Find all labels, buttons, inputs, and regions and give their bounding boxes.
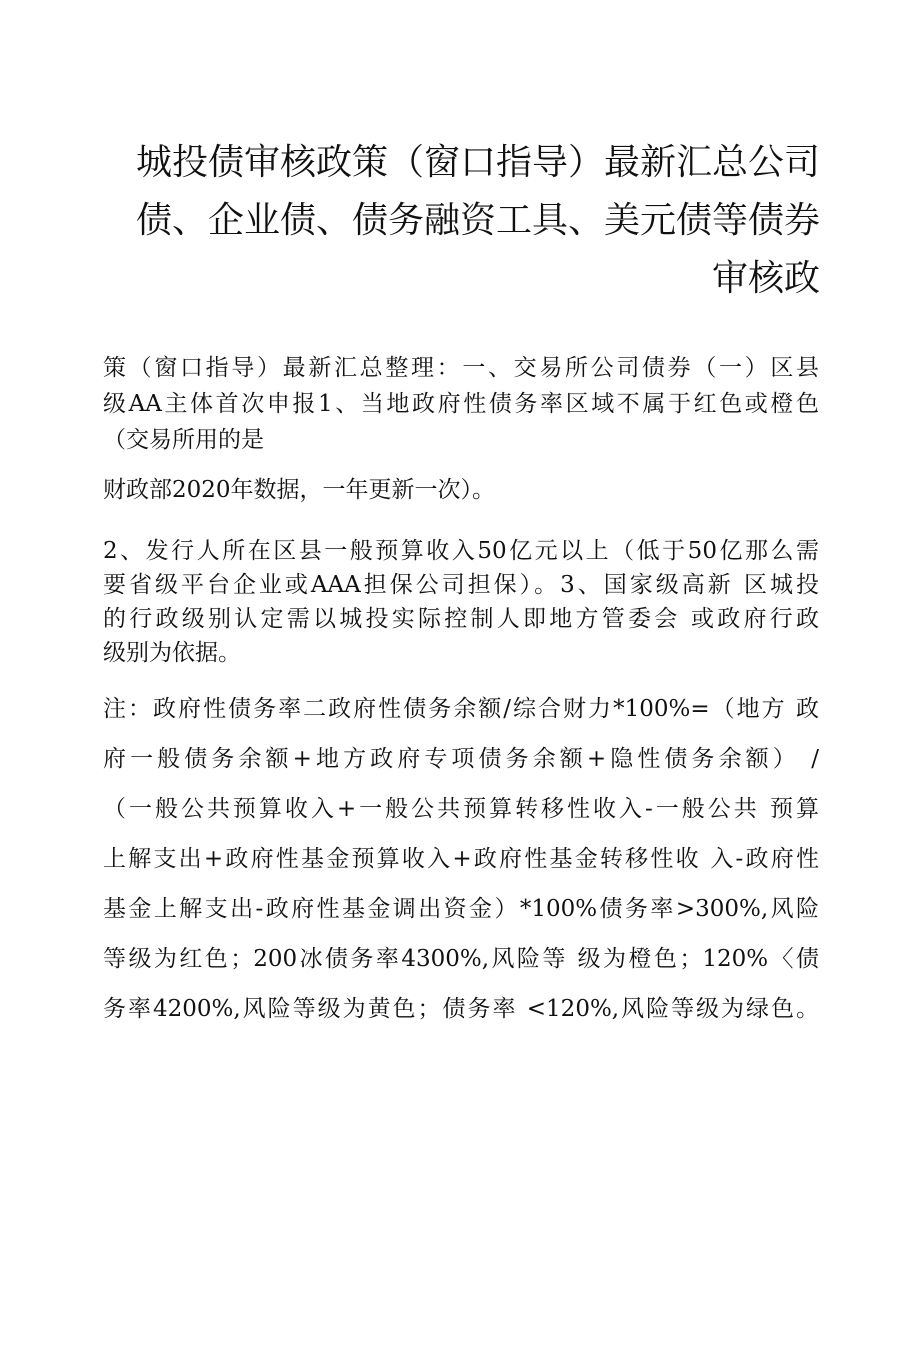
paragraph-intro: [103, 350, 819, 458]
paragraph-line: （一般公共预算收入+一般公共预算转移性收入-一般公共 预算: [103, 796, 819, 822]
paragraph-line: 上解支出+政府性基金预算收入+政府性基金转移性收 入-政府性: [103, 846, 819, 872]
paragraph-line: 等级为红色；200冰债务率4300%,风险等 级为橙色；120%〈债: [103, 946, 819, 972]
paragraph-line: 财政部2020年数据，一年更新一次）。: [103, 477, 496, 503]
paragraph-line: 务率4200%,风险等级为黄色；债务率 <120%,风险等级为绿色。: [103, 996, 819, 1022]
paragraph-line: 注：政府性债务率二政府性债务余额/综合财力*100%=（地方 政: [103, 696, 819, 722]
paragraph-line: 级别为依据。: [103, 640, 241, 666]
title-line-2: 债、企业债、债务融资工具、美元债等债券: [135, 200, 820, 241]
paragraph-line: 2、发行人所在区县一般预算收入50亿元以上（低于50亿那么需: [103, 538, 819, 564]
paragraph-line: 的行政级别认定需以城投实际控制人即地方管委会 或政府行政: [103, 606, 819, 632]
title-line-1: 城投债审核政策（窗口指导）最新汇总公司: [135, 142, 820, 183]
paragraph-data-source: [103, 472, 819, 508]
document-title: [100, 134, 820, 308]
paragraph-line: 级AA主体首次申报1、当地政府性债务率区域不属于红色或橙色: [103, 391, 819, 417]
paragraph-line: 要省级平台企业或AAA担保公司担保）。3、国家级高新 区城投: [103, 572, 819, 598]
paragraph-line: （交易所用的是: [103, 427, 264, 453]
paragraph-line: 府一般债务余额+地方政府专项债务余额+隐性债务余额） /: [103, 746, 819, 772]
paragraph-line: 策（窗口指导）最新汇总整理：一、交易所公司债券（一）区县: [103, 355, 819, 381]
paragraph-note: [103, 684, 819, 1034]
paragraph-line: 基金上解支出-政府性基金调出资金）*100%债务率>300%,风险: [103, 896, 819, 922]
paragraph-requirements: [103, 534, 819, 670]
title-line-3: 审核政: [711, 258, 820, 299]
